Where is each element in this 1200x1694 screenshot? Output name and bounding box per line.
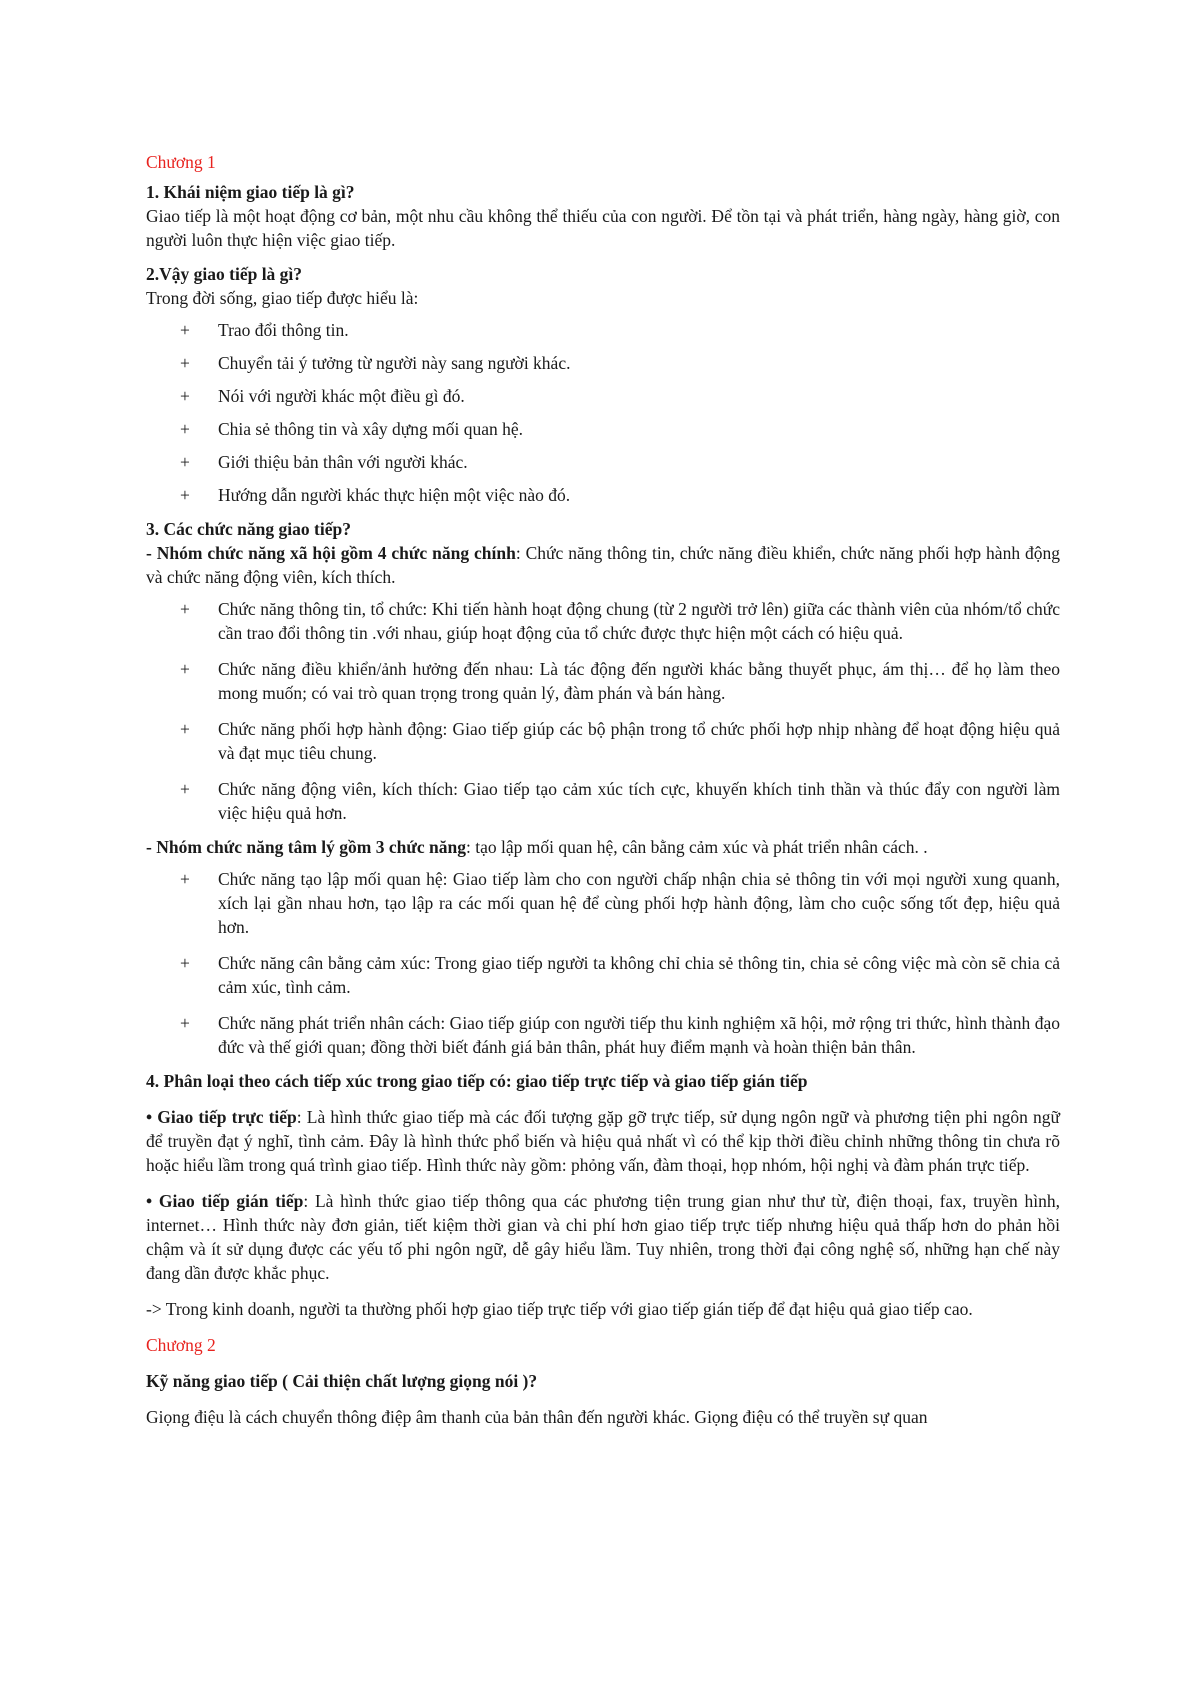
- section-4-conclusion: -> Trong kinh doanh, người ta thường phối hợp giao tiếp trực tiếp với giao tiếp gián tiếp để đạt hiệu quả giao tiếp cao.: [146, 1299, 973, 1319]
- plus-bullet: +: [180, 659, 190, 679]
- plus-bullet: +: [180, 779, 190, 799]
- plus-bullet: +: [180, 452, 190, 472]
- list-item: + Chức năng cân bằng cảm xúc: Trong giao tiếp người ta không chỉ chia sẻ thông tin, chia sẻ công việc mà còn sẽ chia cả cảm xúc, tình cảm.: [180, 953, 1060, 997]
- section-2-heading: 2.Vậy giao tiếp là gì?: [146, 264, 303, 284]
- chapter-2-text: Giọng điệu là cách chuyển thông điệp âm thanh của bản thân đến người khác. Giọng điệu có thể truyền sự quan: [146, 1407, 928, 1427]
- plus-bullet: +: [180, 353, 190, 373]
- list-item: + Chia sẻ thông tin và xây dựng mối quan hệ.: [180, 419, 523, 439]
- section-3-group-1: - Nhóm chức năng xã hội gồm 4 chức năng chính: Chức năng thông tin, chức năng điều khiển, chức năng phối hợp hành động và chức năng động viên, kích thích.: [146, 543, 1060, 587]
- section-1-text: Giao tiếp là một hoạt động cơ bản, một nhu cầu không thể thiếu của con người. Để tồn tại và phát triển, hàng ngày, hàng giờ, con người luôn thực hiện việc giao tiếp.: [146, 206, 1060, 250]
- direct-communication: • Giao tiếp trực tiếp: Là hình thức giao tiếp mà các đối tượng gặp gỡ trực tiếp, sử dụng ngôn ngữ và phương tiện phi ngôn ngữ để truyền đạt ý nghĩ, tình cảm. Đây là hình thức phổ biến và hiệu quả nhất vì có thể kịp thời điều chỉnh những thông tin chưa rõ hoặc hiểu lầm trong quá trình giao tiếp. Hình thức này gồm: phỏng vấn, đàm thoại, họp nhóm, hội nghị và đàm phán trực tiếp.: [146, 1107, 1060, 1175]
- list-item: + Trao đổi thông tin.: [180, 320, 349, 340]
- section-3-group-2-list: [146, 867, 1060, 1059]
- list-item: + Chức năng điều khiển/ảnh hưởng đến nhau: Là tác động đến người khác bằng thuyết phục, ám thị… để họ làm theo mong muốn; có vai trò quan trọng trong quản lý, đàm phán và bán hàng.: [180, 659, 1060, 703]
- document-page: [146, 150, 1060, 1429]
- list-item: + Nói với người khác một điều gì đó.: [180, 386, 465, 406]
- list-item: + Chuyển tải ý tưởng từ người này sang người khác.: [180, 353, 571, 373]
- list-item: + Chức năng thông tin, tổ chức: Khi tiến hành hoạt động chung (từ 2 người trở lên) giữa các thành viên của nhóm/tổ chức cần trao đổi thông tin .với nhau, giúp hoạt động của tổ chức được thực hiện một cách có hiệu quả.: [180, 599, 1060, 643]
- section-1-heading: 1. Khái niệm giao tiếp là gì?: [146, 182, 355, 202]
- plus-bullet: +: [180, 1013, 190, 1033]
- list-item: + Giới thiệu bản thân với người khác.: [180, 452, 468, 472]
- chapter-2-heading: Kỹ năng giao tiếp ( Cải thiện chất lượng giọng nói )?: [146, 1371, 538, 1391]
- plus-bullet: +: [180, 599, 190, 619]
- chapter-2-title: Chương 2: [146, 1335, 216, 1355]
- section-3-heading: 3. Các chức năng giao tiếp?: [146, 519, 351, 539]
- plus-bullet: +: [180, 320, 190, 340]
- plus-bullet: +: [180, 419, 190, 439]
- indirect-communication: • Giao tiếp gián tiếp: Là hình thức giao tiếp thông qua các phương tiện trung gian như thư từ, điện thoại, fax, truyền hình, internet… Hình thức này đơn giản, tiết kiệm thời gian và chi phí hơn giao tiếp trực tiếp nhưng hiệu quả thấp hơn do phản hồi chậm và ít sử dụng được các yếu tố phi ngôn ngữ, dễ gây hiểu lầm. Tuy nhiên, trong thời đại công nghệ số, những hạn chế này đang dần được khắc phục.: [146, 1191, 1060, 1283]
- list-item: + Chức năng phối hợp hành động: Giao tiếp giúp các bộ phận trong tổ chức phối hợp nhịp nhàng để hoạt động hiệu quả và đạt mục tiêu chung.: [180, 719, 1060, 763]
- plus-bullet: +: [180, 869, 190, 889]
- section-2-intro: Trong đời sống, giao tiếp được hiểu là:: [146, 288, 419, 308]
- list-item: + Chức năng động viên, kích thích: Giao tiếp tạo cảm xúc tích cực, khuyến khích tinh thần và thúc đẩy con người làm việc hiệu quả hơn.: [180, 779, 1060, 823]
- section-2-list: [146, 318, 1060, 507]
- plus-bullet: +: [180, 953, 190, 973]
- list-item: + Hướng dẫn người khác thực hiện một việc nào đó.: [180, 485, 571, 505]
- section-3-group-2: - Nhóm chức năng tâm lý gồm 3 chức năng: tạo lập mối quan hệ, cân bằng cảm xúc và phát triển nhân cách. .: [146, 837, 928, 857]
- chapter-1-title: Chương 1: [146, 152, 216, 172]
- list-item: + Chức năng phát triển nhân cách: Giao tiếp giúp con người tiếp thu kinh nghiệm xã hội, mở rộng tri thức, hình thành đạo đức và thế giới quan; đồng thời biết đánh giá bản thân, phát huy điểm mạnh và hoàn thiện bản thân.: [180, 1013, 1060, 1057]
- plus-bullet: +: [180, 719, 190, 739]
- section-3-group-1-list: [146, 597, 1060, 825]
- plus-bullet: +: [180, 485, 190, 505]
- list-item: + Chức năng tạo lập mối quan hệ: Giao tiếp làm cho con người chấp nhận chia sẻ thông tin với mọi người xung quanh, xích lại gần nhau hơn, tạo lập ra các mối quan hệ để cùng phối hợp hành động, làm cho cuộc sống tốt đẹp, hiệu quả hơn.: [180, 869, 1060, 937]
- section-4-heading: 4. Phân loại theo cách tiếp xúc trong giao tiếp có: giao tiếp trực tiếp và giao tiếp gián tiếp: [146, 1071, 808, 1091]
- plus-bullet: +: [180, 386, 190, 406]
